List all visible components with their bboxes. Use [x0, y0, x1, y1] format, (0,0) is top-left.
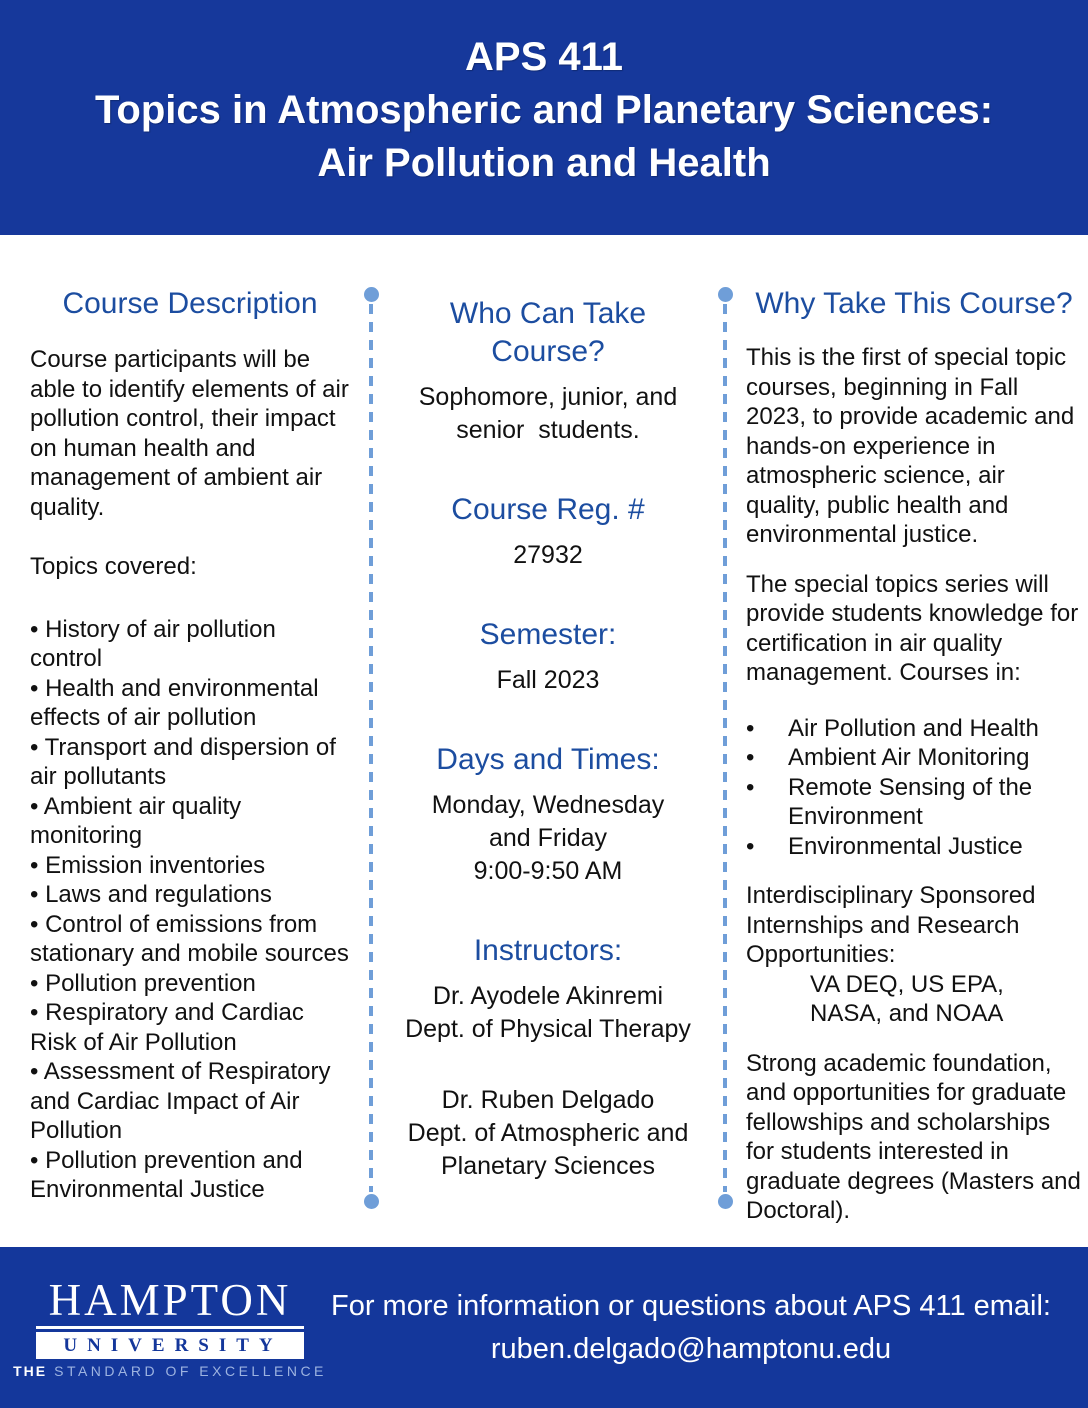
contact-line: For more information or questions about APS 411 email:: [330, 1289, 1051, 1322]
course-subtitle: Air Pollution and Health: [317, 141, 771, 185]
why-paragraph-4: Strong academic foundation, and opportunities for graduate fellowships and scholarships for students interested in graduate degrees (Masters and Doctoral).: [746, 1049, 1081, 1224]
why-take-heading: Why Take This Course?: [755, 287, 1073, 320]
topic-item: • Pollution prevention and Environmental Justice: [30, 1146, 303, 1203]
topic-item: • Health and environmental effects of air pollution: [30, 674, 319, 731]
topic-item: • Laws and regulations: [30, 881, 272, 908]
bullet-icon: •: [746, 714, 755, 742]
topic-item: • Emission inventories: [30, 851, 266, 879]
instructor-name: Dr. Ruben Delgado: [441, 1086, 655, 1114]
contact-info: [304, 1285, 1088, 1371]
course-description-heading: Course Description: [62, 287, 318, 320]
sponsor-org-line: VA DEQ, US EPA,: [810, 970, 1004, 998]
topic-item: • Pollution prevention: [30, 969, 256, 997]
column-divider: [350, 285, 392, 1209]
sponsor-org-line: NASA, and NOAA: [810, 1000, 1004, 1027]
instructor-dept: Dept. of Atmospheric and Planetary Sciences: [407, 1119, 689, 1180]
days-line: Monday, Wednesday: [431, 791, 665, 819]
course-list-item: • Environmental Justice: [746, 832, 1023, 860]
why-paragraph-2: The special topics series will provide students knowledge for certification in air quality management. Courses in:: [746, 570, 1079, 686]
divider-bottom-dot: [718, 1194, 733, 1209]
divider-top-dot: [364, 287, 379, 302]
logo-wordmark: HAMPTON: [48, 1275, 292, 1325]
instructor-dept: Dept. of Physical Therapy: [405, 1015, 691, 1043]
course-title: Topics in Atmospheric and Planetary Sciences:: [94, 88, 994, 132]
footer-banner: [0, 1247, 1088, 1408]
logistics-column: [392, 285, 704, 1209]
topics-covered-label: Topics covered:: [30, 553, 197, 580]
instructors-section: [392, 932, 704, 1183]
logo-rule: [36, 1326, 304, 1329]
topic-item: • Assessment of Respiratory and Cardiac Impact of Air Pollution: [30, 1058, 331, 1144]
semester-value: Fall 2023: [496, 666, 600, 694]
internships-text: Interdisciplinary Sponsored Internships and Research Opportunities:: [746, 882, 1036, 968]
divider-dashed-line: [723, 304, 727, 1192]
divider-bottom-dot: [364, 1194, 379, 1209]
divider-top-dot: [718, 287, 733, 302]
column-divider: [704, 285, 746, 1209]
why-take-column: [746, 285, 1082, 1224]
course-reg-number: 27932: [513, 541, 583, 569]
course-list-item: • Remote Sensing of the Environment: [746, 773, 1033, 830]
course-list-item: • Air Pollution and Health: [746, 714, 1039, 742]
topic-item: • Control of emissions from stationary and mobile sources: [30, 910, 349, 967]
logo-university-band: UNIVERSITY: [36, 1332, 304, 1359]
content-area: [0, 235, 1088, 1247]
topic-item: • History of air pollution control: [30, 615, 276, 672]
divider-dashed-line: [369, 304, 373, 1192]
course-code: APS 411: [465, 35, 623, 79]
semester-section: [392, 616, 704, 697]
courses-list: [746, 714, 1082, 862]
semester-label: Semester:: [479, 618, 617, 651]
course-description-column: [30, 285, 350, 1209]
course-list-item: • Ambient Air Monitoring: [746, 744, 1030, 771]
topic-item: • Respiratory and Cardiac Risk of Air Pollution: [30, 999, 304, 1056]
bullet-icon: •: [746, 744, 755, 771]
logo-tagline-the: THE: [13, 1363, 48, 1379]
instructor-name: Dr. Ayodele Akinremi: [432, 982, 664, 1010]
topic-item: • Ambient air quality monitoring: [30, 792, 242, 849]
bullet-icon: •: [746, 773, 755, 801]
sponsor-orgs: [746, 970, 1082, 1029]
course-reg-label: Course Reg. #: [451, 493, 645, 526]
logo-tagline: [13, 1363, 327, 1379]
topic-item: • Transport and dispersion of air pollutants: [30, 733, 336, 790]
instructors-label: Instructors:: [473, 934, 623, 967]
hampton-university-logo: [13, 1275, 327, 1379]
header-banner: [0, 0, 1088, 235]
who-can-take-heading: Who Can Take Course?: [449, 297, 647, 368]
time-line: 9:00-9:50 AM: [473, 857, 623, 885]
topics-list: [30, 615, 350, 1205]
days-times-label: Days and Times:: [436, 743, 660, 776]
bullet-icon: •: [746, 832, 755, 860]
course-description-text: Course participants will be able to identify elements of air pollution control, their impact on human health and management of ambient air quality.: [30, 346, 349, 521]
contact-email: ruben.delgado@hamptonu.edu: [490, 1332, 892, 1365]
days-line: and Friday: [488, 824, 608, 852]
days-times-section: [392, 741, 704, 888]
why-paragraph-1: This is the first of special topic courses, beginning in Fall 2023, to provide academic and hands-on experience in atmospheric science, air quality, public health and environmental justice.: [746, 344, 1075, 548]
registration-section: [392, 491, 704, 572]
logo-tagline-rest: STANDARD OF EXCELLENCE: [54, 1363, 327, 1379]
audience-text: Sophomore, junior, and senior students.: [418, 383, 685, 444]
